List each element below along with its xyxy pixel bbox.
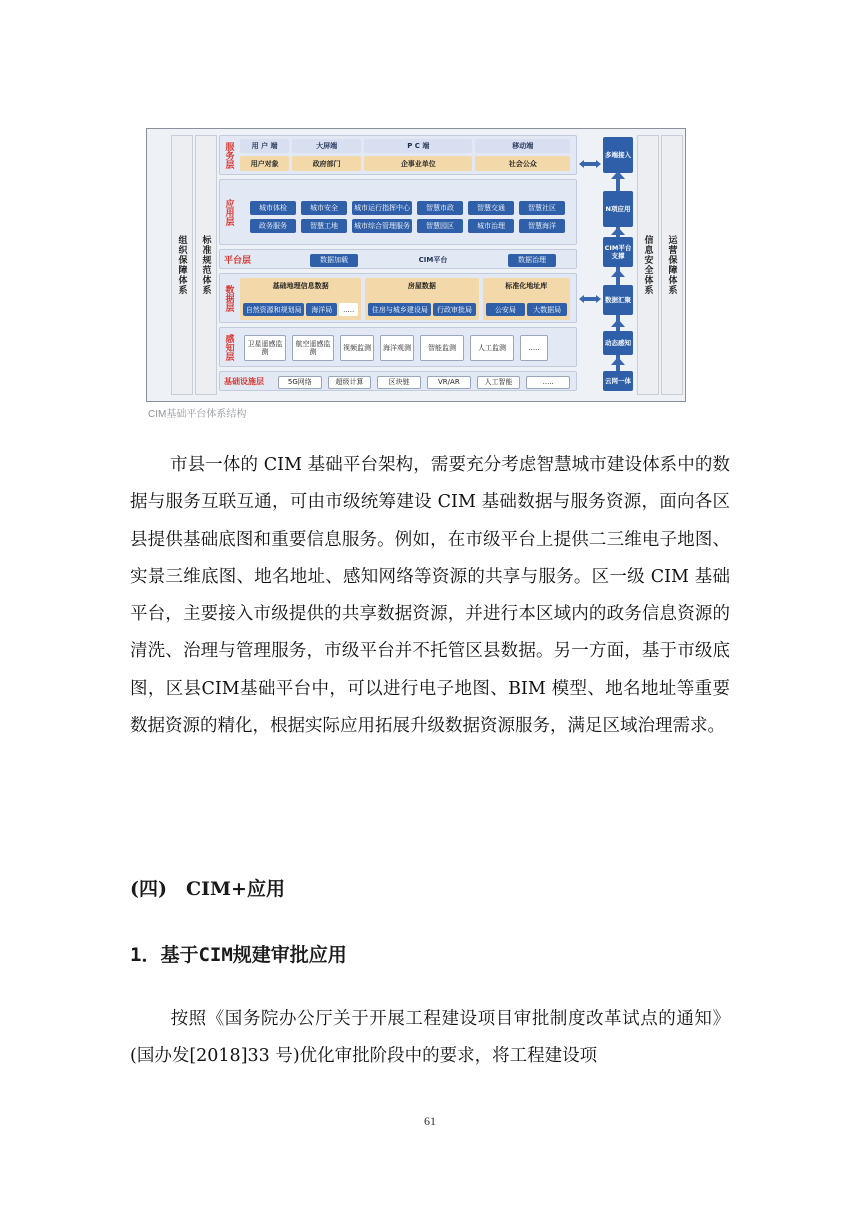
data-group-title: 基础地理信息数据 <box>272 282 329 290</box>
service-user-cell: 用户对象 <box>240 156 289 171</box>
service-layer-name: 服务层 <box>223 141 234 169</box>
app-cell: 智慧园区 <box>417 219 463 233</box>
service-double-arrow-icon <box>579 159 601 169</box>
data-source-cell: 公安局 <box>486 303 526 316</box>
chevron-up-icon <box>611 171 625 179</box>
data-double-arrow-icon <box>579 294 601 304</box>
application-layer <box>219 179 577 245</box>
infra-cell: VR/AR <box>427 376 471 389</box>
platform-layer-name: 平台层 <box>224 255 252 266</box>
application-layer-name: 应用层 <box>223 198 234 226</box>
app-cell: 城市治理 <box>468 219 514 233</box>
flow-box-data-aggregation: 数据汇聚 <box>603 285 633 315</box>
chevron-up-icon <box>611 269 625 277</box>
service-user-cell: 社会公众 <box>475 156 570 171</box>
flow-box-cim-support: CIM平台支撑 <box>603 237 633 267</box>
data-group <box>483 278 570 320</box>
service-layer <box>219 135 577 175</box>
perception-cell: 航空遥感监测 <box>292 335 334 361</box>
infra-cell: 5G网络 <box>278 376 322 389</box>
app-cell: 智慧市政 <box>417 201 463 215</box>
subsection-heading: 1．基于CIM规建审批应用 <box>130 944 347 966</box>
infra-cell: 人工智能 <box>477 376 521 389</box>
app-cell: 政务服务 <box>250 219 296 233</box>
app-cell: 城市综合管理服务 <box>352 219 412 233</box>
platform-layer <box>219 249 577 269</box>
figure-caption: CIM基础平台体系结构 <box>148 409 247 420</box>
infra-cell: 超级计算 <box>328 376 372 389</box>
info-security-column <box>637 135 659 395</box>
chevron-up-icon <box>611 357 625 365</box>
org-guarantee-column <box>171 135 193 395</box>
data-source-cell: 住房与城乡建设局 <box>368 303 431 316</box>
org-guarantee-label: 组织保障体系 <box>176 235 187 295</box>
flow-box-cloud-network: 云网一体 <box>603 371 633 391</box>
data-source-cell: 大数据局 <box>527 303 567 316</box>
architecture-diagram <box>146 128 686 402</box>
data-source-cell: ..... <box>339 303 358 316</box>
data-group <box>365 278 478 320</box>
standards-label: 标准规范体系 <box>200 235 211 295</box>
perception-layer-name: 感知层 <box>223 333 234 361</box>
platform-cell: 数据治理 <box>508 254 556 267</box>
body-paragraph-2-text: 按照《国务院办公厅关于开展工程建设项目审批制度改革试点的通知》(国办发[2018]33 号)优化审批阶段中的要求，将工程建设项 <box>130 1009 730 1067</box>
infra-cell: ..... <box>526 376 570 389</box>
section-heading: (四) CIM+应用 <box>130 878 285 900</box>
standards-column <box>195 135 217 395</box>
data-group <box>240 278 361 320</box>
body-paragraph-2 <box>130 1001 730 1076</box>
app-cell: 智慧工地 <box>301 219 347 233</box>
app-cell: 智慧社区 <box>519 201 565 215</box>
service-user-cell: 政府部门 <box>292 156 361 171</box>
page-number: 61 <box>424 1114 436 1128</box>
body-paragraph-1 <box>130 447 730 745</box>
chevron-up-icon <box>611 319 625 327</box>
perception-cell: 智能监测 <box>420 335 464 361</box>
infra-cell: 区块链 <box>377 376 421 389</box>
app-cell: 城市体检 <box>250 201 296 215</box>
perception-cell: 视频监测 <box>340 335 374 361</box>
body-paragraph-1-text: 市县一体的 CIM 基础平台架构，需要充分考虑智慧城市建设体系中的数据与服务互联互通，可由市级统筹建设 CIM 基础数据与服务资源，面向各区县提供基础底图和重要信息服务。例如，在市级平台上提供二三维电子地图、实景三维底图、地名地址、感知网络等资源的共享与服务。区一级 CIM 基础平台，主要接入市级提供的共享数据资源，并进行本区域内的政务信息资源的清洗、治理与管理服务，市级平台并不托管区县数据。另一方面，基于市级底图，区县CIM基础平台中，可以进行电子地图、BIM 模型、地名地址等重要数据资源的精化，根据实际应用拓展升级数据资源服务，满足区域治理需求。 <box>130 455 730 737</box>
data-layer-name: 数据层 <box>223 284 234 312</box>
service-cell: 用 户 端 <box>240 139 289 153</box>
perception-cell: 海洋观测 <box>380 335 414 361</box>
platform-cell-main: CIM平台 <box>418 256 448 264</box>
data-group-title: 房屋数据 <box>407 282 436 290</box>
data-source-cell: 自然资源和规划局 <box>243 303 304 316</box>
app-cell: 智慧交通 <box>468 201 514 215</box>
flow-box-n-apps: N项应用 <box>603 191 633 227</box>
app-cell: 智慧海洋 <box>519 219 565 233</box>
app-cell: 城市安全 <box>301 201 347 215</box>
flow-box-multi-access: 多端接入 <box>603 137 633 173</box>
flow-box-dynamic-sensing: 动态感知 <box>603 331 633 355</box>
data-source-cell: 海洋局 <box>306 303 337 316</box>
chevron-up-icon <box>611 227 625 235</box>
platform-cell: 数据加载 <box>310 254 358 267</box>
perception-cell: ..... <box>520 335 548 361</box>
service-user-cell: 企事业单位 <box>364 156 472 171</box>
data-layer <box>219 273 577 323</box>
service-cell: P C 端 <box>364 139 472 153</box>
service-cell: 移动端 <box>475 139 570 153</box>
perception-cell: 卫星遥感监测 <box>244 335 286 361</box>
data-source-cell: 行政审批局 <box>433 303 475 316</box>
app-cell: 城市运行指挥中心 <box>352 201 412 215</box>
service-cell: 大屏端 <box>292 139 361 153</box>
perception-cell: 人工监测 <box>470 335 514 361</box>
info-security-label: 信息安全体系 <box>642 235 653 295</box>
infrastructure-layer <box>219 371 577 391</box>
operations-column <box>661 135 683 395</box>
data-group-title: 标准化地址库 <box>505 282 548 290</box>
operations-label: 运营保障体系 <box>666 235 677 295</box>
infrastructure-layer-name: 基础设施层 <box>224 376 264 386</box>
perception-layer <box>219 327 577 367</box>
